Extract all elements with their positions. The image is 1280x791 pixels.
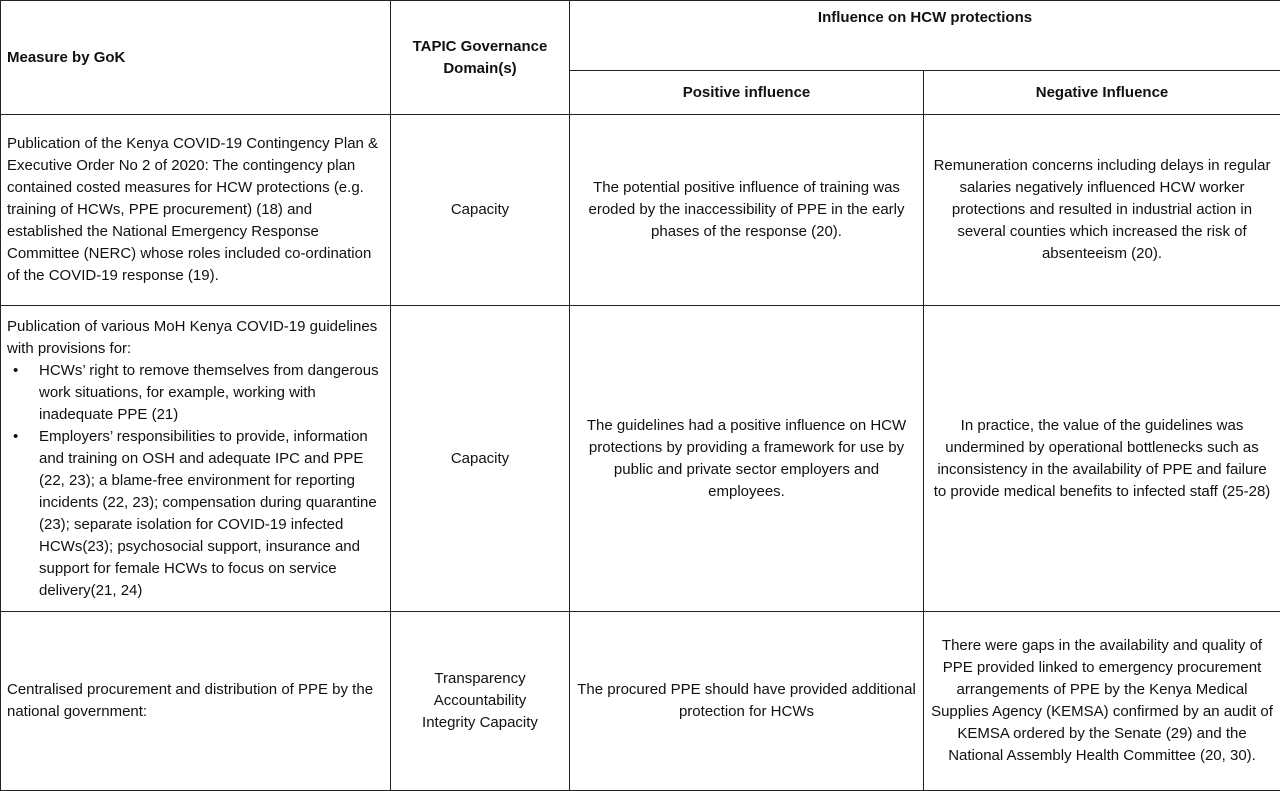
list-item: • HCWs’ right to remove themselves from dangerous work situations, for example, working with inadequate PPE (21): [39, 360, 384, 426]
domain-cell: Capacity: [391, 115, 570, 306]
positive-influence-cell: The procured PPE should have provided additional protection for HCWs: [570, 612, 924, 791]
table-row: [1, 612, 1280, 791]
provisions-list: [7, 360, 384, 602]
measure-cell: [1, 306, 391, 612]
header-negative-influence: Negative Influence: [924, 71, 1280, 115]
table-row: [1, 115, 1280, 306]
domain-cell: [391, 612, 570, 791]
measure-intro: Publication of various MoH Kenya COVID-19 guidelines with provisions for:: [7, 317, 378, 357]
positive-influence-cell: The guidelines had a positive influence on HCW protections by providing a framework for use by public and private sector employers and employees.: [570, 306, 924, 612]
measure-cell: Publication of the Kenya COVID-19 Contingency Plan & Executive Order No 2 of 2020: The contingency plan contained costed measures for HCW protections (e.g. training of HCWs, PPE procurement) (18) and established the National Emergency Response Committee (NERC) whose roles included co-ordination of the COVID-19 response (19).: [1, 115, 391, 306]
negative-influence-cell: In practice, the value of the guidelines was undermined by operational bottlenecks such as inconsistency in the availability of PPE and failure to provide medical benefits to infected staff (25-28): [924, 306, 1280, 612]
negative-influence-cell: Remuneration concerns including delays in regular salaries negatively influenced HCW worker protections and resulted in industrial action in several counties which increased the risk of absenteeism (20).: [924, 115, 1280, 306]
negative-influence-cell: There were gaps in the availability and quality of PPE provided linked to emergency procurement arrangements of PPE by the Kenya Medical Supplies Agency (KEMSA) confirmed by an audit of KEMSA ordered by the Senate (29) and the National Assembly Health Committee (20, 30).: [924, 612, 1280, 791]
positive-influence-cell: The potential positive influence of training was eroded by the inaccessibility of PPE in the early phases of the response (20).: [570, 115, 924, 306]
header-measure: Measure by GoK: [1, 1, 391, 115]
header-influence: Influence on HCW protections: [570, 1, 1280, 71]
header-tapic-domain: TAPIC Governance Domain(s): [391, 1, 570, 115]
domain-text: Transparency Accountability Integrity Capacity: [422, 670, 538, 731]
header-row: [1, 1, 1280, 71]
measure-cell: Centralised procurement and distribution of PPE by the national government:: [1, 612, 391, 791]
table-row: [1, 306, 1280, 612]
list-item: • Employers’ responsibilities to provide, information and training on OSH and adequate IPC and PPE (22, 23); a blame-free environment for reporting incidents (22, 23); compensation during quarantine (23); separate isolation for COVID-19 infected HCWs(23); psychosocial support, insurance and support for female HCWs to focus on service delivery(21, 24): [39, 426, 384, 602]
domain-cell: Capacity: [391, 306, 570, 612]
header-positive-influence: Positive influence: [570, 71, 924, 115]
